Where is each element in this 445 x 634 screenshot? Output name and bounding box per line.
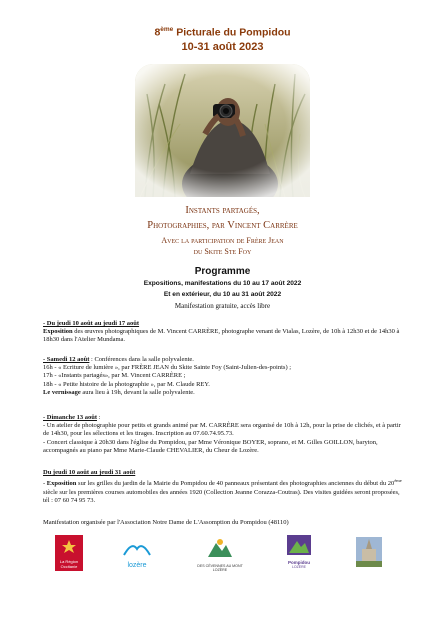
section-heading: - Samedi 12 août : Conférences dans la salle polyvalente. [43, 356, 194, 363]
event-edition-title: 8ème Picturale du Pompidou [154, 26, 291, 39]
section-sunday [43, 414, 403, 455]
church-photo [356, 537, 382, 567]
section-text: Exposition des œuvres photographiques de M. Vincent CARRÈRE, photographe venant de Vialas, Lozère, de 10h à 12h30 et de 14h30 à 18h30 dans l'Atelier Mundama. [43, 328, 400, 344]
list-item: - Exposition sur les grilles du jardin de la Mairie du Pompidou de 40 panneaux présentant des photographies anciennes du début du 20ème siècle sur les premières courses automobiles des années 1920 (Collection Jeanne Corazza-Coutras). Des visites guidées seront proposées, tél : 07 60 74 95 73. [43, 478, 402, 504]
pompidou-logo: Pompidou LOZÈRE [287, 535, 311, 571]
section-conferences [43, 356, 403, 397]
programme-dates-2: Et en extérieur, du 10 au 31 août 2022 [163, 291, 282, 298]
list-item: 17h - «Instants partagés», par M. Vincent CARRÈRE ; [43, 372, 186, 380]
participation-line: Avec la participation de Frère Jean [161, 236, 284, 245]
programme-dates-1: Expositions, manifestations du 10 au 17 août 2022 [143, 280, 302, 287]
programme-heading: Programme [194, 266, 251, 277]
programme-free-entry: Manifestation gratuite, accès libre [174, 302, 271, 310]
exhibition-subtitle: Photographies, par Vincent Carrère [147, 220, 298, 231]
list-item: 18h - « Petite histoire de la photographie », par M. Claude REY. [43, 380, 210, 388]
section-exhibition [43, 320, 403, 345]
organizer-line: Manifestation organisée par l'Association Notre Dame de L'Assomption du Pompidou (48110) [43, 519, 289, 526]
participation-line-2: du Skite Ste Foy [193, 247, 252, 256]
section-heading: - Dimanche 13 août : [43, 414, 101, 421]
section-heading: Du jeudi 10 août au jeudi 31 août [43, 469, 136, 476]
list-item: - Concert classique à 20h30 dans l'église du Pompidou, par Mme Véronique BOYER, soprano, et M. Gilles GOILLON, baryton, accompagnés au piano par Mme Marie-Claude CHEVALIER, du Cheur de Lozère. [43, 438, 378, 454]
cevennes-logo: DES CÉVENNES AU MONT LOZÈRE [190, 537, 250, 571]
section-outdoor-exhibition [43, 469, 403, 505]
exhibition-title: Instants partagés, [185, 205, 260, 216]
list-item: 16h - « Ecriture de lumière », par FRÈRE JEAN du Skite Sainte Foy (Saint-Julien-des-points) ; [43, 364, 292, 372]
lozere-logo: lozère [120, 539, 154, 569]
section-heading: - Du jeudi 10 août au jeudi 17 août [43, 320, 140, 327]
list-item: Le vernissage aura lieu à 19h, devant la salle polyvalente. [43, 388, 195, 396]
sponsor-logos [0, 535, 445, 575]
event-dates: 10-31 août 2023 [181, 41, 264, 53]
occitanie-logo: La Région Occitanie [55, 535, 83, 571]
list-item: - Un atelier de photographie pour petits et grands animé par M. CARRÈRE sera organisé de 10h à 12h, pour la prise de clichés, et à partir de 14h30, pour les sélections et les tirages. Inscription au 07.60.74.95.73. [43, 422, 401, 438]
photographer-photo [135, 64, 310, 197]
